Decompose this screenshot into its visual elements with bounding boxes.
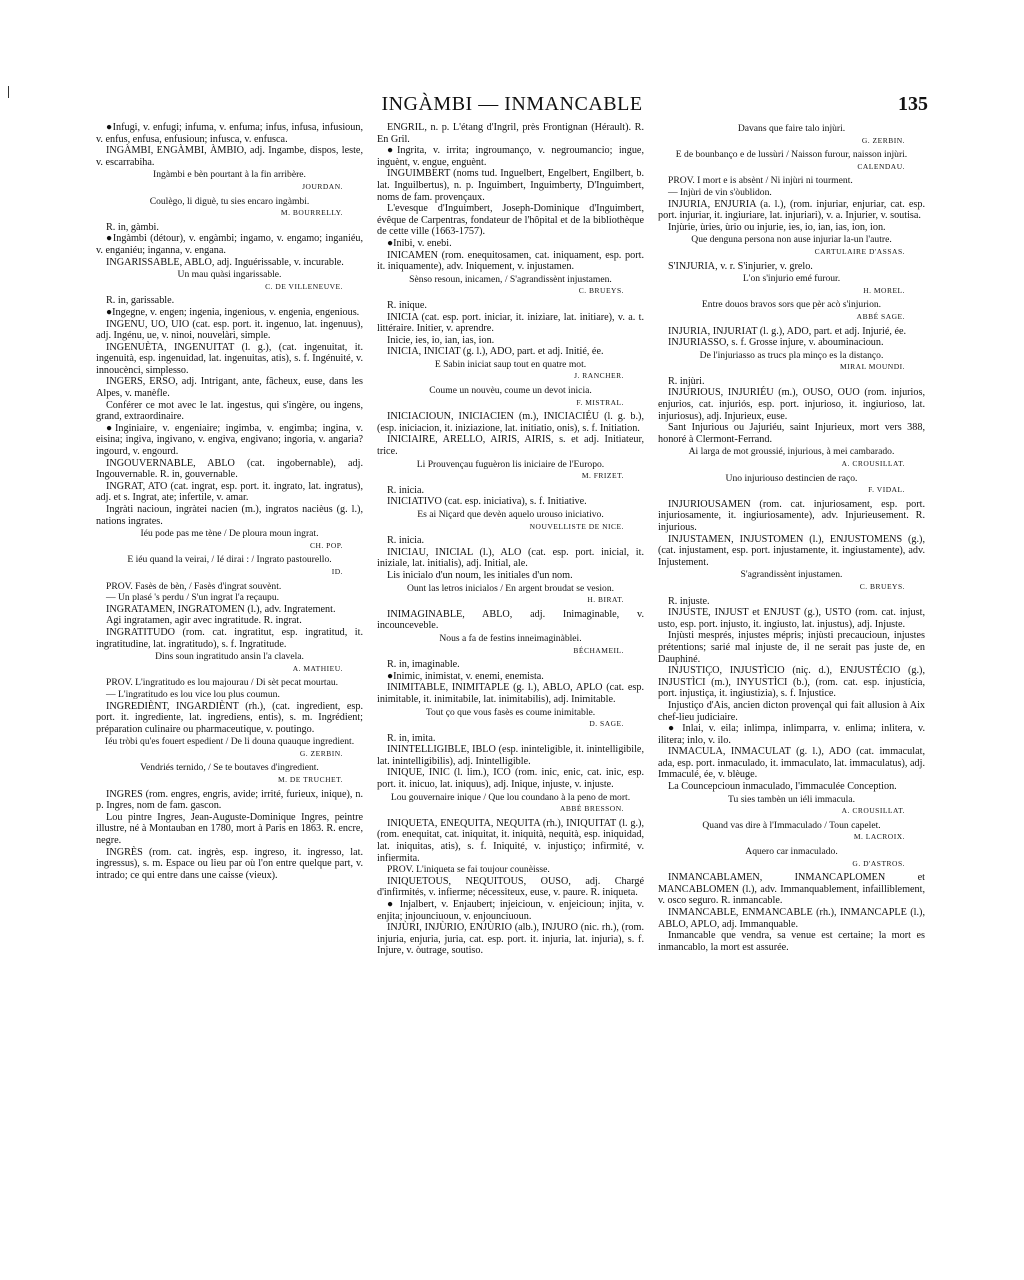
proverb: PROV. L'ingratitudo es lou majourau / Di sèt pecat mourtau. [106, 677, 339, 689]
quotation-source: ABBÉ BRESSON. [559, 804, 624, 814]
column-middle [377, 122, 644, 1232]
quotation-source: MIRAL MOUNDI. [840, 362, 905, 372]
proverb: — Un plasé 's perdu / S'un ingrat l'a reçaupu. [106, 592, 280, 604]
dictionary-entry: INICIAU, INICIAL (l.), ALO (cat. esp. port. inicial, it. iniziale, lat. initialis), adj. Initial, ale. [377, 546, 644, 570]
dictionary-entry: INIQUE, INIC (l. lim.), ICO (rom. inic, enic, cat. inic, esp. port. it. inicuo, lat. iniquus), adj. Inique, injuste, v. injuste. [377, 767, 644, 791]
quotation: Ingàmbi e bèn pourtant à la fin arribère. [153, 169, 306, 181]
dictionary-entry: INGERS, ERSO, adj. Intrigant, ante, fâcheux, euse, dans les Alpes, v. manèfle. [96, 376, 363, 400]
quotation-source: G. D'ASTROS. [852, 858, 905, 868]
quotation: S'agrandissènt injustamen. [740, 569, 843, 581]
quotation-source: F. VIDAL. [868, 485, 905, 495]
dictionary-entry: INMANCABLAMEN, INMANCAPLOMEN et MANCABLOMEN (l.), adv. Immanquablement, infailliblement, v. osco seguro. R. inmancable. [658, 872, 925, 907]
quotation-source: H. MOREL. [863, 285, 905, 295]
proverb: PROV. Fasès de bèn, / Fasès d'ingrat souvènt. [106, 580, 282, 592]
quotation: Tu sies tambèn un iéli immacula. [727, 793, 855, 805]
dictionary-entry: INJURIOUS, INJURIÉU (m.), OUSO, OUO (rom. injurios, enjurios, cat. injuriós, esp. port. injurioso, it. ingiurioso, lat. injuriosus), adj. Injurieux, euse. [658, 387, 925, 422]
quotation-source: M. LACROIX. [853, 832, 905, 842]
dictionary-entry: ●Infugi, v. enfugi; infuma, v. enfuma; infus, infusa, infusioun, v. enfus, enfusa, enfusioun; infusca, v. enfusca. [96, 122, 363, 145]
dictionary-entry: ● Injalbert, v. Enjaubert; injeicioun, v. enjeicioun; injita, v. enjita; injounciuoun, v. enjounciuoun. [377, 899, 644, 922]
dictionary-entry: R. inicia. [387, 535, 425, 547]
dictionary-entry: INMACULA, INMACULAT (g. l.), ADO (cat. immaculat, ada, esp. port. inmaculado, it. immaculato, lat. immaculatus), adj. Immaculé, ée, v. blèuge. [658, 746, 925, 781]
quotation: Aquero car inmaculado. [745, 846, 838, 858]
quotation: E Sabin iniciat saup tout en quatre mot. [434, 358, 587, 370]
dictionary-entry: R. in, imita. [387, 732, 436, 744]
dictionary-entry: INIQUETOUS, NEQUITOUS, OUSO, adj. Chargé d'infirmités, v. infierme; nécessiteux, euse, v. paure. R. iniqueta. [377, 875, 644, 899]
dictionary-entry: INIMITABLE, INIMITAPLE (g. l.), ABLO, APLO (cat. esp. inimitable, it. inimitabile, lat. inimitabilis), adj. Inimitable. [377, 682, 644, 705]
dictionary-entry: ●Ingegne, v. engen; ingenia, ingenious, v. engenia, engenious. [106, 306, 360, 318]
quotation-source: G. ZERBIN. [299, 748, 343, 758]
quotation: Que denguna persona non ause injuriar la-un l'autre. [691, 234, 892, 246]
dictionary-entry: R. inicia. [387, 484, 425, 496]
dictionary-entry: INJUSTIÇO, INJUSTÌCIO (niç. d.), ENJUSTÉCIO (g.), INJUSTÌCI (m.), INYUSTÌCI (b.), (rom. cat. esp. injustícia, port. injustiça, it. ingiustizia), s. f. Injustice. [658, 665, 925, 700]
dictionary-entry: R. inique. [387, 299, 427, 311]
quotation: E de bounbanço e de lussùri / Naisson furour, naisson injùri. [675, 149, 908, 161]
dictionary-entry: Lou pintre Ingres, Jean-Auguste-Dominique Ingres, peintre illustre, né à Montauban en 1780, mort à Paris en 1863. R. encre, negre. [96, 811, 363, 847]
dictionary-entry: INGARISSABLE, ABLO, adj. Inguérissable, v. incurable. [106, 256, 344, 268]
dictionary-entry: ●Inibi, v. enebi. [387, 237, 452, 249]
quotation: Iéu tròbi qu'es fouert espedient / De li douna quauque ingredient. [104, 736, 355, 748]
quotation: Es ai Niçard que devèn aquelo urouso iniciativo. [417, 509, 604, 520]
dictionary-entry: INMANCABLE, ENMANCABLE (rh.), INMANCAPLE (l.), ABLO, APLO, adj. Immanquable. [658, 907, 925, 930]
dictionary-entry: INGENUÈTA, INGENUITAT (l. g.), (cat. ingenuitat, it. ingenuità, esp. ingenuidad, lat. ingenuitas, atis), s. f. Ingénuité, v. innoucènci, simplesso. [96, 341, 363, 376]
dictionary-entry: INICIAIRE, ARELLO, AIRIS, AIRIS, s. et adj. Initiateur, trice. [377, 434, 644, 458]
dictionary-entry: INJÙRI, INJÙRIO, ENJÙRIO (alb.), INJURO (nic. rh.), (rom. injuria, enjuria, juria, cat. esp. port. it. injuria, lat. injuria), s. f. Injure, v. òutrage, soutiso. [377, 922, 644, 957]
dictionary-entry: INGRÈS (rom. cat. ingrès, esp. ingreso, it. ingresso, lat. ingressus), s. m. Espace ou lieu par où l'on entre quelque part, v. intrado; ce qui entre dans une caisse (vieux). [96, 846, 363, 881]
dictionary-entry: INICAMEN (rom. enequitosamen, cat. iniquament, esp. port. it. iniquamente), adv. Iniquement, v. injustamen. [377, 249, 644, 273]
dictionary-entry: Inicie, ies, io, ian, ias, ion. [387, 334, 495, 346]
dictionary-entry: INIMAGINABLE, ABLO, adj. Inimaginable, v. incounceveble. [377, 608, 644, 632]
page-header [96, 92, 928, 116]
quotation: Davans que faire talo injùri. [737, 123, 846, 134]
quotation: Tout ço que vous fasès es coume inimitable. [425, 706, 596, 718]
quotation-source: F. MISTRAL. [576, 397, 624, 407]
dictionary-entry: Conférer ce mot avec le lat. ingestus, qui s'ingère, ou ingens, grand, extraordinaire. [96, 399, 363, 423]
quotation-source: M. DE TRUCHET. [277, 775, 343, 785]
quotation: Sènso resoun, inicamen, / S'agrandissènt injustamen. [409, 273, 612, 285]
quotation: Nous a fa de festins inneimaginàblei. [439, 632, 582, 644]
quotation-source: M. BOURRELLY. [280, 208, 343, 218]
quotation: Entre douos bravos sors que pèr acò s'injurion. [701, 299, 882, 311]
dictionary-entry: Injustiço d'Ais, ancien dicton provençal qui fait allusion à Aix chef-lieu judiciaire. [658, 699, 925, 723]
dictionary-entry: INGRAT, ATO (cat. ingrat, esp. port. it. ingrato, lat. ingratus), adj. et s. Ingrat, ate; infertile, v. amar. [96, 480, 363, 504]
dictionary-entry: R. injùri. [668, 375, 705, 387]
quotation: Quand vas dire à l'Immaculado / Toun capelet. [702, 819, 881, 831]
dictionary-entry: INGRATITUDO (rom. cat. ingratitut, esp. ingratitud, it. ingratitudine, lat. ingratitudo), s. f. Ingratitude. [96, 626, 363, 650]
dictionary-entry: R. injuste. [668, 595, 710, 607]
dictionary-entry: ●Inginiaire, v. engeniaire; ingimba, v. engimba; ingina, v. eisina; ingiva, ingivano, v. engiva, engivano; ingoria, v. angaria? ingourd, v. engourd. [96, 422, 363, 458]
quotation-source: JOURDAN. [302, 181, 343, 191]
dictionary-entry: Ingràti nacioun, ingràtei nacien (m.), ingratos nacièus (g. l.), nations ingrates. [96, 504, 363, 527]
quotation: Lou gouvernaire inique / Que lou coundano à la peno de mort. [390, 791, 631, 803]
dictionary-entry: INGUIMBERT (noms tud. Inguelbert, Engelbert, Engilbert, b. lat. Inguilbertus), n. p. Inguimbert, Inguimberty, D'Inguimbert, noms de fam. provençaux. [377, 168, 644, 203]
quotation: Vendriés ternido, / Se te boutaves d'ingredient. [140, 762, 319, 774]
page-number: 135 [898, 93, 928, 115]
margin-mark [8, 86, 9, 98]
quotation-source: A. CROUSILLAT. [841, 806, 905, 816]
quotation-source: CARTULAIRE D'ASSAS. [814, 246, 905, 256]
proverb: PROV. L'iniqueta se fai toujour counèisse. [387, 864, 550, 876]
quotation-source: G. ZERBIN. [861, 135, 905, 145]
quotation-source: NOUVELLISTE DE NICE. [529, 521, 624, 531]
dictionary-entry: INIQUETA, ENEQUITA, NEQUITA (rh.), INIQUITAT (l. g.), (rom. enequitat, cat. iniquitat, it. iniquità, nequità, esp. iniquidad, lat. iniquitas, atis), s. f. Iniquité, v. injustiço; infirmité, v. infiermita. [377, 817, 644, 864]
dictionary-entry: Injùrie, ùries, ùrio ou injurie, ies, io, ian, ias, ion, ion. [668, 221, 886, 233]
dictionary-entry: INGRATAMEN, INGRATOMEN (l.), adv. Ingratement. [106, 603, 336, 615]
dictionary-entry: Sant Injurious ou Jajuriéu, saint Injurieux, mort vers 388, honoré à Clermont-Ferrand. [658, 422, 925, 445]
dictionary-entry: INICIA (cat. esp. port. iniciar, it. iniziare, lat. initiare), v. a. t. littéraire. Initier, v. aprendre. [377, 311, 644, 335]
quotation-source: A. MATHIEU. [292, 663, 343, 673]
column-right [658, 122, 925, 1232]
quotation-source: C. DE VILLENEUVE. [265, 281, 343, 291]
dictionary-entry: INICIACIOUN, INICIACIEN (m.), INICIACIÉU (l. g. b.), (esp. iniciacion, it. iniziazione, lat. initiatio, onis), s. f. Initiation. [377, 411, 644, 434]
quotation: Uno injuriouso destincien de raço. [725, 472, 858, 484]
column-left [96, 122, 363, 1232]
quotation: Coulègo, li diguè, tu sies encaro ingàmbi. [149, 195, 310, 207]
dictionary-entry: ●Inimic, inimistat, v. enemi, enemista. [387, 670, 544, 682]
quotation-source: ABBÉ SAGE. [856, 311, 905, 321]
quotation-source: ID. [331, 566, 343, 576]
dictionary-entry: ●Ingàmbi (détour), v. engàmbi; ingamo, v. engamo; inganiéu, v. enganiéu; inganna, v. engana. [96, 233, 363, 256]
dictionary-entry: INICIA, INICIAT (g. l.), ADO, part. et adj. Initié, ée. [387, 346, 604, 358]
quotation-source: CALENDAU. [857, 161, 905, 171]
proverb: — Injùri de vin s'òublidon. [668, 186, 772, 198]
dictionary-entry: S'INJURIA, v. r. S'injurier, v. grelo. [668, 260, 813, 272]
dictionary-entry: INGENU, UO, UIO (cat. esp. port. it. ingenuo, lat. ingenuus), adj. Ingénu, ue, v. nìnoi, nouvelàri, simple. [96, 318, 363, 342]
dictionary-entry: ININTELLIGIBLE, IBLO (esp. ininteligible, it. inintelligibile, lat. inintelligibilis), adj. Inintelligible. [377, 744, 644, 767]
dictionary-entry: INJUSTE, INJUST et ENJUST (g.), USTO (rom. cat. injust, usto, esp. port. injusto, it. ingiusto, lat. injustus), adj. Injuste. [658, 607, 925, 630]
quotation: Dins soun ingratitudo ansin l'a clavela. [155, 651, 304, 663]
quotation-source: M. FRIZET. [581, 471, 624, 481]
proverb: — L'ingratitudo es lou vice lou plus coumun. [106, 688, 280, 700]
quotation: De l'injuriasso as trucs pla minço es la distanço. [699, 349, 884, 361]
dictionary-columns [96, 122, 926, 1232]
dictionary-entry: INJURIA, ENJURIA (a. l.), (rom. injuriar, enjuriar, cat. esp. port. injuriar, it. ingiuriare, lat. injuriari), v. a. Injurier, v. soutisa. [658, 198, 925, 222]
dictionary-entry: Inmancable que vendra, sa venue est certaine; la mort es inmancablo, la mort est assurée. [658, 930, 925, 953]
quotation-source: D. SAGE. [589, 719, 624, 729]
dictionary-entry: INGÀMBI, ENGÀMBI, ÀMBIO, adj. Ingambe, dispos, leste, v. escarrabiha. [96, 145, 363, 168]
quotation: Iéu pode pas me tène / De ploura moun ingrat. [140, 528, 319, 540]
quotation: Ount las letros inicialos / En argent broudat se vesion. [406, 582, 615, 594]
dictionary-entry: L'evesque d'Inguimbert, Joseph-Dominique d'Inguimbert, évêque de Carpentras, fondateur de l'hôpital et de la bibliothèque de cette ville (1663-1757). [377, 203, 644, 238]
dictionary-entry: ●Ingrita, v. irrita; ingroumanço, v. negroumancio; ingue, inguènt, v. engue, enguènt. [377, 145, 644, 168]
quotation-source: A. CROUSILLAT. [841, 459, 905, 469]
dictionary-entry: INJURIA, INJURIAT (l. g.), ADO, part. et adj. Injurié, ée. [668, 325, 907, 337]
dictionary-entry: INGOUVERNABLE, ABLO (cat. ingobernable), adj. Ingouvernable. R. in, gouvernable. [96, 457, 363, 481]
quotation-source: J. RANCHER. [574, 371, 624, 381]
running-title: INGÀMBI — INMANCABLE [381, 93, 643, 115]
dictionary-entry: Injùsti mesprés, injustes mépris; injùsti precaucioun, injustes prétentions; sarié mal injuste de, il ne serait pas juste de, en Dauphiné. [658, 630, 925, 665]
dictionary-entry: INJURIOUSAMEN (rom. cat. injuriosament, esp. port. injuriosamente, it. ingiuriosamente), adv. Injurieusement. R. injurious. [658, 498, 925, 533]
dictionary-entry: R. in, garissable. [106, 295, 175, 307]
dictionary-entry: R. in, gàmbi. [106, 221, 159, 233]
quotation: E iéu quand la veirai, / Ié dirai : / Ingrato pastourello. [127, 554, 332, 566]
dictionary-entry: Lis inicialo d'un noum, les initiales d'un nom. [387, 569, 573, 581]
quotation: L'on s'injurio emé furour. [742, 273, 841, 285]
quotation: Ai larga de mot groussié, injurious, à mei cambarado. [688, 446, 895, 458]
dictionary-entry: La Councepcioun inmaculado, l'immaculée Conception. [668, 781, 897, 793]
dictionary-entry: INJURIASSO, s. f. Grosse injure, v. abouminacioun. [668, 337, 884, 349]
quotation: Coume un nouvèu, coume un devot inicia. [429, 385, 592, 397]
proverb: PROV. I mort e is absènt / Ni injùri ni tourment. [668, 175, 853, 187]
quotation-source: H. BIRAT. [587, 595, 624, 605]
quotation-source: BÉCHAMEIL. [573, 645, 624, 655]
quotation-source: C. BRUEYS. [859, 581, 905, 591]
dictionary-entry: ENGRIL, n. p. L'étang d'Ingril, près Frontignan (Hérault). R. En Gril. [377, 122, 644, 145]
dictionary-entry: Agi ingratamen, agir avec ingratitude. R. ingrat. [106, 615, 302, 627]
quotation-source: CH. POP. [310, 540, 343, 550]
quotation: Un mau quàsi ingarissable. [177, 269, 282, 281]
dictionary-entry: INGREDIÈNT, INGARDIÈNT (rh.), (cat. ingredient, esp. port. it. ingrediente, lat. ingrediens, entis), s. m. Ingrédient; préparation culinaire ou pharmaceutique, v. poutingo. [96, 700, 363, 735]
quotation-source: C. BRUEYS. [578, 286, 624, 296]
dictionary-entry: ● Inlai, v. eila; inlimpa, inlimparra, v. enlima; inlitera, v. ilitera; inlo, v. ilo. [658, 723, 925, 746]
quotation: Li Prouvençau fuguèron lis iniciaire de l'Europo. [416, 458, 605, 470]
dictionary-entry: INGRES (rom. engres, engris, avide; irrité, furieux, inique), n. p. Ingres, nom de fam. gascon. [96, 788, 363, 812]
dictionary-entry: INICIATIVO (cat. esp. iniciativa), s. f. Initiative. [387, 496, 587, 508]
dictionary-entry: R. in, imaginable. [387, 659, 460, 671]
dictionary-entry: INJUSTAMEN, INJUSTOMEN (l.), ENJUSTOMENS (g.), (cat. injustament, esp. port. injustamente, it. ingiustamente), adv. Injustement. [658, 533, 925, 568]
